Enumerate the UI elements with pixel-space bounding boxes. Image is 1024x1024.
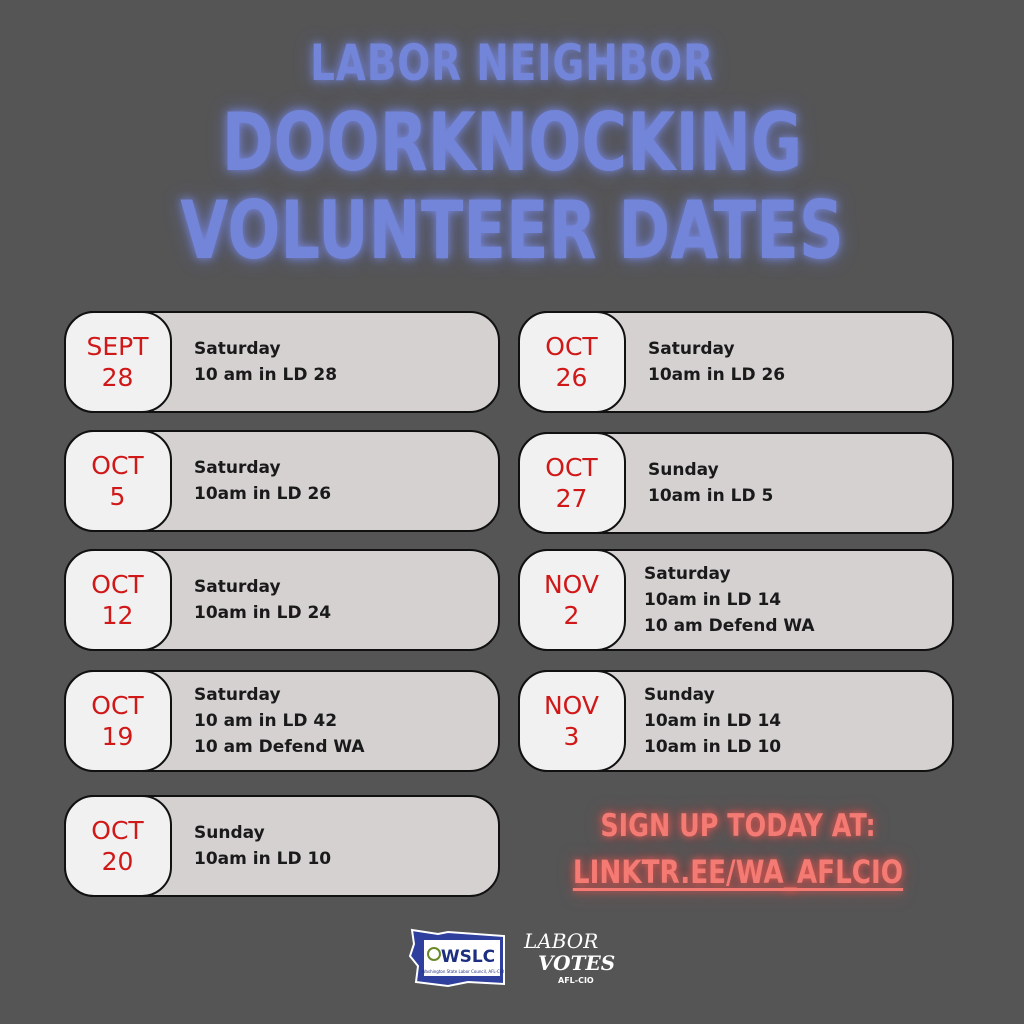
date-badge: [518, 670, 626, 772]
date-month: OCT: [545, 452, 598, 482]
event-weekday: Sunday: [194, 823, 265, 843]
date-day: 26: [555, 362, 588, 392]
date-day: 27: [555, 483, 588, 513]
date-day: 2: [563, 600, 580, 630]
labor-text: LABOR: [524, 929, 599, 953]
date-month: OCT: [91, 690, 144, 720]
event-card: [64, 311, 500, 413]
event-weekday: Sunday: [644, 685, 715, 705]
date-badge: [64, 549, 172, 651]
event-details: [194, 551, 331, 649]
event-details: [194, 797, 331, 895]
date-day: 5: [109, 481, 126, 511]
event-weekday: Saturday: [648, 339, 735, 359]
date-badge: [64, 670, 172, 772]
title-line-1: LABOR NEIGHBOR: [310, 34, 714, 92]
date-badge: [64, 795, 172, 897]
event-info: 10 am Defend WA: [644, 616, 815, 636]
event-card: [64, 670, 500, 772]
date-badge: [518, 432, 626, 534]
wslc-logo: [408, 926, 508, 988]
wslc-subtext: Washington State Labor Council, AFL-CIO: [421, 969, 505, 974]
date-day: 3: [563, 721, 580, 751]
event-details: [194, 672, 365, 770]
event-weekday: Saturday: [194, 458, 281, 478]
event-info: 10am in LD 10: [644, 737, 782, 757]
event-info: 10am in LD 14: [644, 590, 782, 610]
event-weekday: Saturday: [644, 564, 731, 584]
event-details: [194, 313, 337, 411]
event-info: 10 am Defend WA: [194, 737, 365, 757]
date-month: NOV: [543, 690, 600, 720]
signup-link[interactable]: LINKTR.EE/WA_AFLCIO: [572, 853, 904, 891]
event-weekday: Saturday: [194, 339, 281, 359]
event-card: [518, 549, 954, 651]
date-month: OCT: [91, 569, 144, 599]
aflcio-text: AFL-CIO: [558, 976, 594, 985]
date-badge: [64, 430, 172, 532]
event-info: 10am in LD 24: [194, 603, 332, 623]
event-card: [518, 311, 954, 413]
event-details: [644, 551, 815, 649]
event-card: [64, 430, 500, 532]
date-day: 12: [101, 600, 134, 630]
date-month: OCT: [545, 331, 598, 361]
event-details: [194, 432, 331, 530]
date-month: SEPT: [86, 331, 149, 361]
date-badge: [518, 311, 626, 413]
event-info: 10am in LD 5: [648, 486, 774, 506]
date-month: OCT: [91, 815, 144, 845]
event-details: [644, 672, 781, 770]
date-day: 19: [101, 721, 134, 751]
event-info: 10am in LD 10: [194, 849, 332, 869]
date-badge: [518, 549, 626, 651]
event-weekday: Sunday: [648, 460, 719, 480]
event-card: [64, 549, 500, 651]
date-month: OCT: [91, 450, 144, 480]
labor-votes-logo: [518, 924, 618, 990]
event-weekday: Saturday: [194, 577, 281, 597]
event-info: 10 am in LD 28: [194, 365, 338, 385]
event-card: [518, 670, 954, 772]
signup-heading: SIGN UP TODAY AT:: [600, 808, 876, 844]
votes-text: VOTES: [538, 951, 616, 975]
date-day: 28: [101, 362, 134, 392]
event-details: [648, 313, 785, 411]
event-info: 10 am in LD 42: [194, 711, 338, 731]
date-day: 20: [101, 846, 134, 876]
event-card: [518, 432, 954, 534]
event-weekday: Saturday: [194, 685, 281, 705]
date-badge: [64, 311, 172, 413]
event-details: [648, 434, 773, 532]
event-info: 10am in LD 14: [644, 711, 782, 731]
wslc-text: WSLC: [440, 947, 496, 967]
title-line-2: DOORKNOCKING: [221, 96, 803, 189]
title-line-3: VOLUNTEER DATES: [180, 184, 844, 277]
event-card: [64, 795, 500, 897]
date-month: NOV: [543, 569, 600, 599]
event-info: 10am in LD 26: [194, 484, 332, 504]
event-info: 10am in LD 26: [648, 365, 786, 385]
